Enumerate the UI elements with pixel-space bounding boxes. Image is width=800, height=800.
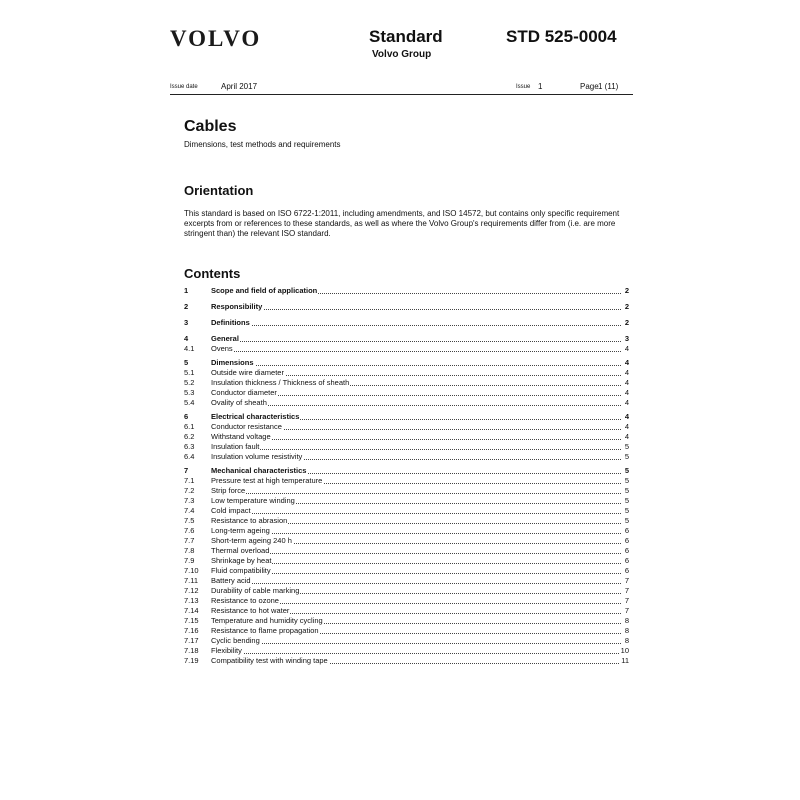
toc-entry[interactable] <box>184 566 629 576</box>
toc-entry-title: Outside wire diameter <box>211 368 284 377</box>
toc-leader-dots <box>211 573 621 574</box>
toc-leader-dots <box>211 653 621 654</box>
toc-entry-page: 4 <box>624 412 629 421</box>
toc-entry-number: 6.2 <box>184 432 195 441</box>
toc-entry-title: Withstand voltage <box>211 432 271 441</box>
toc-entry[interactable] <box>184 536 629 546</box>
toc-entry-page: 5 <box>624 466 629 475</box>
toc-entry-number: 5 <box>184 358 189 367</box>
toc-entry-number: 7.17 <box>184 636 199 645</box>
toc-entry-page: 2 <box>624 286 629 295</box>
toc-entry[interactable] <box>184 442 629 452</box>
toc-entry-title: Cold impact <box>211 506 251 515</box>
toc-entry-page: 8 <box>624 636 629 645</box>
toc-entry-title: Short-term ageing 240 h <box>211 536 292 545</box>
toc-leader-dots <box>211 513 621 514</box>
toc-entry-number: 6.3 <box>184 442 195 451</box>
doc-organization: Volvo Group <box>372 49 432 60</box>
toc-entry-page: 10 <box>620 646 629 655</box>
toc-entry-title: Cyclic bending <box>211 636 260 645</box>
toc-entry[interactable] <box>184 422 629 432</box>
toc-entry-number: 7.6 <box>184 526 195 535</box>
toc-entry-title: Definitions <box>211 318 250 327</box>
toc-entry-title: Shrinkage by heat <box>211 556 272 565</box>
toc-entry-title: Mechanical characteristics <box>211 466 307 475</box>
toc-leader-dots <box>211 365 621 366</box>
toc-entry-page: 5 <box>624 476 629 485</box>
toc-entry-page: 7 <box>624 596 629 605</box>
toc-leader-dots <box>211 533 621 534</box>
toc-entry-number: 6.4 <box>184 452 195 461</box>
toc-entry-page: 11 <box>621 656 629 665</box>
issue-date: April 2017 <box>221 82 258 91</box>
toc-entry-number: 7.4 <box>184 506 195 515</box>
toc-entry-number: 5.2 <box>184 378 195 387</box>
toc-entry-number: 7.7 <box>184 536 195 545</box>
toc-entry-page: 4 <box>624 358 629 367</box>
toc-entry-page: 4 <box>624 398 629 407</box>
toc-entry-page: 2 <box>624 318 629 327</box>
toc-entry-page: 6 <box>624 526 629 535</box>
toc-entry-title: Conductor resistance <box>211 422 282 431</box>
toc-entry[interactable] <box>184 496 629 506</box>
toc-entry-title: Durability of cable marking <box>211 586 300 595</box>
toc-entry-number: 7.9 <box>184 556 195 565</box>
toc-entry[interactable] <box>184 344 629 354</box>
toc-entry[interactable] <box>184 476 629 486</box>
toc-entry[interactable] <box>184 432 629 442</box>
toc-entry-page: 2 <box>624 302 629 311</box>
toc-entry[interactable] <box>184 358 629 368</box>
toc-entry-number: 6 <box>184 412 189 421</box>
toc-entry[interactable] <box>184 606 629 616</box>
issue-number: 1 <box>538 82 543 91</box>
toc-entry-title: Resistance to abrasion <box>211 516 288 525</box>
toc-leader-dots <box>211 405 621 406</box>
toc-entry-number: 7.19 <box>184 656 199 665</box>
toc-entry-page: 5 <box>624 496 629 505</box>
toc-entry-page: 7 <box>624 576 629 585</box>
page-subtitle: Dimensions, test methods and requirements <box>184 140 341 149</box>
toc-entry-page: 5 <box>624 506 629 515</box>
toc-entry-number: 4 <box>184 334 189 343</box>
toc-entry-number: 5.3 <box>184 388 195 397</box>
toc-entry-title: Strip force <box>211 486 246 495</box>
toc-entry[interactable] <box>184 596 629 606</box>
contents-heading: Contents <box>184 266 241 281</box>
page-label: Page <box>580 82 599 91</box>
toc-entry-number: 7.14 <box>184 606 199 615</box>
toc-entry-title: Fluid compatibility <box>211 566 271 575</box>
toc-entry[interactable] <box>184 286 629 296</box>
toc-entry[interactable] <box>184 636 629 646</box>
toc-entry-title: Ovality of sheath <box>211 398 267 407</box>
toc-leader-dots <box>211 493 621 494</box>
toc-entry-number: 7.11 <box>184 576 199 585</box>
toc-entry[interactable] <box>184 626 629 636</box>
toc-entry-number: 7.12 <box>184 586 199 595</box>
toc-entry-title: Thermal overload <box>211 546 270 555</box>
toc-entry[interactable] <box>184 388 629 398</box>
toc-entry[interactable] <box>184 586 629 596</box>
toc-entry-title: Insulation fault <box>211 442 260 451</box>
toc-entry-number: 2 <box>184 302 189 311</box>
toc-entry-title: Pressure test at high temperature <box>211 476 323 485</box>
header-divider <box>170 94 633 95</box>
toc-entry-number: 7.18 <box>184 646 199 655</box>
toc-entry-page: 4 <box>624 388 629 397</box>
toc-entry-number: 7.8 <box>184 546 195 555</box>
toc-entry-title: Flexibility <box>211 646 242 655</box>
toc-entry[interactable] <box>184 646 629 656</box>
toc-entry[interactable] <box>184 526 629 536</box>
toc-leader-dots <box>211 309 621 310</box>
toc-leader-dots <box>211 563 621 564</box>
toc-entry-page: 6 <box>624 566 629 575</box>
toc-entry-page: 5 <box>624 486 629 495</box>
toc-entry[interactable] <box>184 378 629 388</box>
toc-entry[interactable] <box>184 398 629 408</box>
toc-entry[interactable] <box>184 576 629 586</box>
toc-entry[interactable] <box>184 334 629 344</box>
toc-entry[interactable] <box>184 616 629 626</box>
toc-entry-title: Scope and field of application <box>211 286 318 295</box>
toc-entry-number: 7.10 <box>184 566 199 575</box>
toc-entry-title: Electrical characteristics <box>211 412 300 421</box>
toc-entry-page: 4 <box>624 344 629 353</box>
toc-entry-number: 6.1 <box>184 422 195 431</box>
toc-leader-dots <box>211 583 621 584</box>
toc-leader-dots <box>211 341 621 342</box>
toc-entry-title: Resistance to hot water <box>211 606 290 615</box>
toc-entry-page: 4 <box>624 378 629 387</box>
toc-entry-page: 4 <box>624 432 629 441</box>
toc-entry[interactable] <box>184 656 629 666</box>
issue-date-label: Issue date <box>170 84 198 90</box>
toc-entry-title: Resistance to flame propagation <box>211 626 319 635</box>
toc-entry-page: 3 <box>624 334 629 343</box>
toc-entry-page: 6 <box>624 546 629 555</box>
toc-entry[interactable] <box>184 506 629 516</box>
page-number: 1 (11) <box>598 82 619 91</box>
toc-entry-title: Conductor diameter <box>211 388 277 397</box>
toc-entry-number: 4.1 <box>184 344 195 353</box>
toc-entry-number: 7.1 <box>184 476 195 485</box>
toc-leader-dots <box>211 325 621 326</box>
toc-entry-number: 7.5 <box>184 516 195 525</box>
orientation-heading: Orientation <box>184 183 254 198</box>
toc-entry-title: Resistance to ozone <box>211 596 279 605</box>
toc-entry[interactable] <box>184 486 629 496</box>
toc-entry-title: Long-term ageing <box>211 526 270 535</box>
toc-leader-dots <box>211 643 621 644</box>
toc-entry-page: 6 <box>624 536 629 545</box>
toc-leader-dots <box>211 439 621 440</box>
toc-entry[interactable] <box>184 412 629 422</box>
toc-entry-title: Insulation volume resistivity <box>211 452 303 461</box>
toc-entry[interactable] <box>184 318 629 328</box>
toc-entry-page: 4 <box>624 368 629 377</box>
toc-entry-number: 7.15 <box>184 616 199 625</box>
toc-entry-page: 6 <box>624 556 629 565</box>
toc-entry-title: Dimensions <box>211 358 254 367</box>
doc-type: Standard <box>369 27 443 46</box>
toc-entry[interactable] <box>184 516 629 526</box>
toc-entry-number: 3 <box>184 318 189 327</box>
toc-entry-page: 5 <box>624 452 629 461</box>
toc-entry-page: 5 <box>624 516 629 525</box>
toc-entry-page: 8 <box>624 616 629 625</box>
toc-entry[interactable] <box>184 452 629 462</box>
toc-leader-dots <box>211 351 621 352</box>
toc-entry-number: 7.3 <box>184 496 195 505</box>
toc-entry-title: Compatibility test with winding tape <box>211 656 328 665</box>
toc-entry-number: 5.4 <box>184 398 195 407</box>
toc-entry-page: 5 <box>624 442 629 451</box>
toc-entry-title: Temperature and humidity cycling <box>211 616 323 625</box>
toc-entry-title: Insulation thickness / Thickness of sheath <box>211 378 350 387</box>
toc-entry[interactable] <box>184 546 629 556</box>
toc-entry-page: 7 <box>624 606 629 615</box>
toc-entry-title: Battery acid <box>211 576 251 585</box>
toc-entry-page: 8 <box>624 626 629 635</box>
page-title: Cables <box>184 118 237 135</box>
toc-entry-page: 4 <box>624 422 629 431</box>
toc-entry-page: 7 <box>624 586 629 595</box>
toc-entry-title: General <box>211 334 239 343</box>
toc-entry[interactable] <box>184 466 629 476</box>
toc-entry-number: 7.16 <box>184 626 199 635</box>
toc-entry-number: 7 <box>184 466 189 475</box>
volvo-logo: VOLVO <box>170 26 262 51</box>
toc-entry[interactable] <box>184 368 629 378</box>
toc-entry-title: Low temperature winding <box>211 496 295 505</box>
toc-leader-dots <box>211 553 621 554</box>
toc-entry[interactable] <box>184 556 629 566</box>
toc-entry[interactable] <box>184 302 629 312</box>
toc-entry-number: 7.2 <box>184 486 195 495</box>
toc-leader-dots <box>211 449 621 450</box>
doc-number: STD 525-0004 <box>506 27 617 46</box>
toc-entry-title: Ovens <box>211 344 233 353</box>
toc-entry-title: Responsibility <box>211 302 263 311</box>
toc-entry-number: 7.13 <box>184 596 199 605</box>
issue-label: Issue <box>516 84 531 90</box>
toc-entry-number: 1 <box>184 286 189 295</box>
toc-entry-number: 5.1 <box>184 368 195 377</box>
orientation-text: This standard is based on ISO 6722-1:2011, including amendments, and ISO 14572, but contains only specific requirement excerpts from or references to these standards, as well as where the Volvo Group's requirements differ from (i.e. are more stringent than) the relevant ISO standard. <box>184 209 620 238</box>
